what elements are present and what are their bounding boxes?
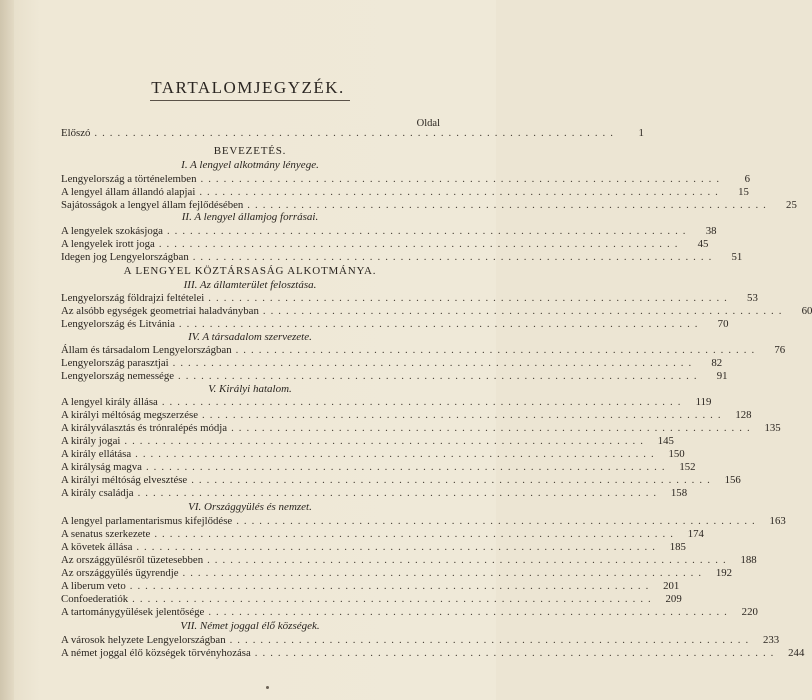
- toc-entry[interactable]: [61, 422, 781, 435]
- leader-dots: ....................................................................: [158, 238, 683, 250]
- entry-text: A lengyel állam állandó alapjai: [61, 186, 196, 198]
- toc-entry[interactable]: [61, 305, 812, 318]
- entry-page: 244: [788, 647, 805, 659]
- toc-entry[interactable]: [61, 357, 723, 370]
- entry-page: 156: [724, 474, 741, 486]
- entry-page: 15: [738, 186, 749, 198]
- entry-text: Előszó: [61, 127, 91, 139]
- leader-dots: ....................................................................: [137, 487, 662, 499]
- entry-page: 233: [762, 634, 780, 646]
- chapter-heading: VI. Országgyülés és nemzet.: [188, 501, 312, 513]
- toc-entry[interactable]: [61, 580, 680, 593]
- toc-entry[interactable]: [61, 541, 686, 554]
- entry-text: Az országgyülésről tüzetesebben: [61, 554, 204, 566]
- leader-dots: ....................................................................: [202, 409, 726, 421]
- leader-dots: ....................................................................: [182, 567, 707, 579]
- toc-entry[interactable]: [61, 487, 688, 500]
- entry-text: A német joggal élő községek törvényhozása: [61, 647, 251, 659]
- entry-text: A királyi méltóság megszerzése: [61, 409, 199, 421]
- entry-text: Lengyelország földrajzi feltételei: [61, 292, 205, 304]
- toc-entry[interactable]: [61, 528, 704, 541]
- entry-page: 188: [740, 554, 757, 566]
- entry-text: Sajátosságok a lengyel állam fejlődésében: [61, 199, 244, 211]
- toc-entry[interactable]: [61, 238, 709, 251]
- leader-dots: ....................................................................: [247, 199, 771, 211]
- entry-text: A városok helyzete Lengyelországban: [61, 634, 226, 646]
- toc-entry[interactable]: [61, 409, 752, 422]
- page-column-header: Oldal: [416, 118, 440, 129]
- leader-dots: ....................................................................: [254, 647, 779, 659]
- entry-page: 163: [769, 515, 786, 527]
- entry-text: A tartománygyülések jelentősége: [61, 606, 205, 618]
- title-rule: [150, 100, 350, 101]
- toc-entry[interactable]: [61, 554, 757, 567]
- toc-entry[interactable]: [61, 292, 758, 305]
- toc-entry[interactable]: [61, 173, 751, 186]
- entry-text: A senatus szerkezete: [61, 528, 151, 540]
- entry-page: 76: [774, 344, 786, 356]
- leader-dots: ....................................................................: [135, 448, 659, 460]
- entry-text: A király jogai: [61, 435, 121, 447]
- leader-dots: ....................................................................: [161, 396, 686, 408]
- leader-dots: ....................................................................: [124, 435, 648, 447]
- entry-text: A lengyel parlamentarismus kifejlődése: [61, 515, 233, 527]
- entry-page: 91: [716, 370, 728, 382]
- entry-page: 45: [697, 238, 709, 250]
- entry-page: 209: [665, 593, 682, 605]
- toc-entry-preface[interactable]: [61, 127, 644, 140]
- toc-entry[interactable]: [61, 461, 696, 474]
- leader-dots: ....................................................................: [229, 634, 754, 646]
- entry-text: A királyi méltóság elvesztése: [61, 474, 188, 486]
- entry-page: 119: [695, 396, 712, 408]
- toc-entry[interactable]: [61, 435, 674, 448]
- entry-page: 192: [715, 567, 733, 579]
- toc-entry[interactable]: [61, 515, 786, 528]
- leader-dots: ....................................................................: [200, 173, 725, 185]
- entry-page: 152: [679, 461, 696, 473]
- entry-page: 174: [687, 528, 704, 540]
- entry-text: A király családja: [61, 487, 134, 499]
- entry-text: A lengyelek irott joga: [61, 238, 155, 250]
- toc-entry[interactable]: [61, 634, 780, 647]
- entry-text: Lengyelország és Litvánia: [61, 318, 175, 330]
- leader-dots: ....................................................................: [262, 305, 787, 317]
- entry-text: A liberum veto: [61, 580, 126, 592]
- entry-page: 220: [741, 606, 758, 618]
- entry-page: 51: [731, 251, 743, 263]
- entry-page: 201: [663, 580, 680, 592]
- leader-dots: ....................................................................: [94, 127, 618, 139]
- toc-entry[interactable]: [61, 370, 728, 383]
- leader-dots: ....................................................................: [199, 186, 723, 198]
- entry-text: A király ellátása: [61, 448, 132, 460]
- toc-entry[interactable]: [61, 225, 717, 238]
- entry-page: 150: [668, 448, 685, 460]
- entry-page: 25: [786, 199, 797, 211]
- entry-page: 82: [711, 357, 723, 369]
- leader-dots: ....................................................................: [172, 357, 697, 369]
- toc-entry[interactable]: [61, 251, 743, 264]
- leader-dots: ....................................................................: [208, 606, 732, 618]
- leader-dots: ....................................................................: [154, 528, 678, 540]
- entry-text: Lengyelország nemessége: [61, 370, 175, 382]
- entry-text: Lengyelország parasztjai: [61, 357, 169, 369]
- entry-text: Lengyelország a történelemben: [61, 173, 197, 185]
- entry-page: 70: [717, 318, 729, 330]
- chapter-heading: IV. A társadalom szervezete.: [188, 331, 312, 343]
- leader-dots: ....................................................................: [178, 318, 703, 330]
- toc-entry[interactable]: [61, 647, 805, 660]
- chapter-heading: I. A lengyel alkotmány lényege.: [181, 159, 319, 171]
- toc-entry[interactable]: [61, 448, 685, 461]
- chapter-heading: II. A lengyel államjog forrásai.: [181, 211, 319, 223]
- entry-page: 38: [705, 225, 717, 237]
- leader-dots: ....................................................................: [178, 370, 702, 382]
- entry-page: 158: [670, 487, 688, 499]
- entry-text: A királyválasztás és trónralépés módja: [61, 422, 228, 434]
- entry-text: Confoederatiók: [61, 593, 129, 605]
- entry-page: 128: [735, 409, 752, 421]
- toc-entry[interactable]: [61, 344, 786, 357]
- toc-entry[interactable]: [61, 593, 682, 606]
- leader-dots: ....................................................................: [136, 541, 660, 553]
- entry-page: 6: [744, 173, 751, 185]
- leader-dots: ....................................................................: [129, 580, 654, 592]
- entry-page: 145: [657, 435, 674, 447]
- leader-dots: ....................................................................: [191, 474, 715, 486]
- entry-page: 185: [669, 541, 686, 553]
- toc-entry[interactable]: [61, 567, 733, 580]
- entry-text: Idegen jog Lengyelországban: [61, 251, 189, 263]
- leader-dots: ....................................................................: [208, 292, 732, 304]
- page-title: TARTALOMJEGYZÉK.: [151, 78, 345, 97]
- entry-text: A lengyelek szokásjoga: [61, 225, 163, 237]
- leader-dots: ....................................................................: [231, 422, 755, 434]
- page-mark: [266, 686, 269, 689]
- entry-text: Az alsóbb egységek geometriai haladványban: [61, 305, 259, 317]
- leader-dots: ....................................................................: [192, 251, 717, 263]
- part-heading: A LENGYEL KÖZTÁRSASÁG ALKOTMÁNYA.: [123, 265, 377, 277]
- leader-dots: ....................................................................: [207, 554, 731, 566]
- entry-page: 135: [764, 422, 781, 434]
- toc-entry[interactable]: [61, 186, 749, 199]
- entry-text: Az országgyülés ügyrendje: [61, 567, 179, 579]
- entry-page: 1: [638, 127, 644, 139]
- leader-dots: ....................................................................: [235, 344, 760, 356]
- chapter-heading: III. Az államterület felosztása.: [183, 279, 317, 291]
- leader-dots: ....................................................................: [166, 225, 691, 237]
- entry-text: A követek állása: [61, 541, 133, 553]
- entry-page: 60: [801, 305, 812, 317]
- toc-entry[interactable]: [61, 606, 758, 619]
- chapter-heading: V. Királyi hatalom.: [208, 383, 292, 395]
- chapter-heading: VII. Német joggal élő községek.: [180, 620, 320, 632]
- toc-entry[interactable]: [61, 474, 741, 487]
- entry-page: 53: [747, 292, 758, 304]
- leader-dots: ....................................................................: [132, 593, 656, 605]
- leader-dots: ....................................................................: [145, 461, 670, 473]
- leader-dots: ....................................................................: [236, 515, 760, 527]
- entry-text: Állam és társadalom Lengyelországban: [61, 344, 232, 356]
- entry-text: A királyság magva: [61, 461, 142, 473]
- page-gutter: [0, 0, 14, 700]
- entry-text: A lengyel király állása: [61, 396, 158, 408]
- toc-entry[interactable]: [61, 396, 712, 409]
- toc-entry[interactable]: [61, 318, 729, 331]
- intro-heading: BEVEZETÉS.: [213, 145, 287, 157]
